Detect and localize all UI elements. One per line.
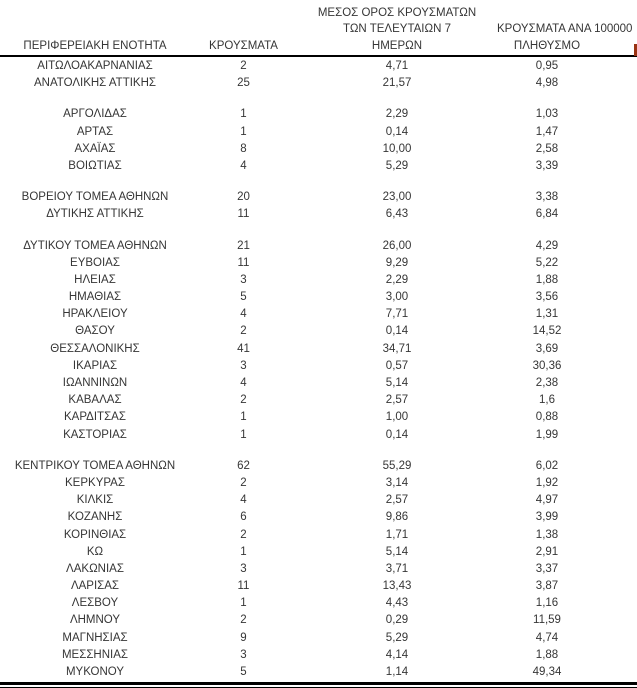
region-cell: ΔΥΤΙΚΟΥ ΤΟΜΕΑ ΑΘΗΝΩΝ — [23, 239, 167, 252]
table-row — [0, 189, 637, 206]
cases-cell: 3 — [240, 562, 247, 575]
avg7-cell: 26,00 — [382, 239, 412, 252]
per100k-cell: 3,99 — [535, 511, 559, 524]
region-cell: ΜΕΣΣΗΝΙΑΣ — [61, 648, 129, 661]
per100k-cell: 1,16 — [535, 597, 559, 610]
region-cell: ΗΛΕΙΑΣ — [74, 273, 116, 286]
region-cell: ΒΟΡΕΙΟΥ ΤΟΜΕΑ ΑΘΗΝΩΝ — [21, 191, 169, 204]
avg7-cell: 1,14 — [385, 666, 409, 678]
per100k-cell: 4,97 — [535, 494, 559, 507]
avg7-cell: 55,29 — [382, 459, 412, 472]
per100k-cell: 4,29 — [535, 239, 559, 252]
avg7-cell: 34,71 — [382, 342, 412, 355]
region-group — [0, 458, 637, 681]
avg7-cell: 3,00 — [385, 291, 409, 304]
cases-cell: 4 — [240, 159, 247, 172]
avg7-cell: 0,14 — [385, 325, 409, 338]
per100k-cell: 0,88 — [535, 411, 559, 424]
region-cell: ΛΑΡΙΣΑΣ — [70, 580, 120, 593]
per100k-cell: 3,56 — [535, 291, 559, 304]
cases-cell: 1 — [240, 108, 247, 121]
table-row — [0, 630, 637, 647]
per100k-cell: 1,88 — [535, 648, 559, 661]
cases-cell: 21 — [237, 239, 250, 252]
per100k-cell: 3,39 — [535, 159, 559, 172]
cases-cell: 25 — [237, 77, 250, 90]
table-row — [0, 509, 637, 526]
region-cell: ΚΩ — [86, 545, 104, 558]
avg7-cell: 5,14 — [385, 545, 409, 558]
table-bottom-rule — [0, 682, 637, 688]
header-per100k — [497, 21, 633, 55]
table-row — [0, 124, 637, 141]
per100k-cell: 1,38 — [535, 528, 559, 541]
region-cell: ΚΕΡΚΥΡΑΣ — [65, 476, 125, 489]
cases-cell: 1 — [240, 597, 247, 610]
avg7-cell: 5,14 — [385, 377, 409, 389]
table-row — [0, 158, 637, 175]
avg7-cell: 7,71 — [385, 308, 409, 321]
avg7-cell: 10,00 — [382, 142, 412, 155]
avg7-cell: 5,29 — [385, 159, 409, 172]
avg7-cell: 23,00 — [382, 191, 412, 204]
per100k-cell: 1,99 — [535, 428, 559, 441]
per100k-cell: 6,84 — [535, 208, 559, 221]
cases-cell: 2 — [240, 614, 247, 627]
region-cell: ΚΟΡΙΝΘΙΑΣ — [63, 528, 127, 541]
avg7-cell: 4,71 — [385, 60, 409, 72]
avg7-cell: 9,29 — [385, 256, 409, 269]
per100k-cell: 2,58 — [535, 142, 559, 155]
cases-cell: 3 — [240, 273, 247, 286]
avg7-cell: 0,57 — [385, 359, 409, 372]
avg7-cell: 9,86 — [385, 511, 409, 524]
region-cell: ΙΩΑΝΝΙΝΩΝ — [62, 377, 128, 389]
cases-cell: 11 — [237, 208, 250, 221]
cases-cell: 41 — [237, 342, 250, 355]
region-cell: ΗΜΑΘΙΑΣ — [68, 291, 122, 304]
cases-cell: 2 — [240, 476, 247, 489]
region-cell: ΚΟΖΑΝΗΣ — [67, 511, 123, 524]
table-row — [0, 58, 637, 75]
cases-cell: 2 — [240, 60, 247, 72]
region-cell: ΛΗΜΝΟΥ — [69, 614, 121, 627]
avg7-cell: 2,29 — [385, 108, 409, 121]
per100k-cell: 1,92 — [535, 476, 559, 489]
region-cell: ΑΡΤΑΣ — [76, 125, 114, 138]
per100k-cell: 1,47 — [535, 125, 559, 138]
per100k-cell: 3,69 — [535, 342, 559, 355]
table-row — [0, 475, 637, 492]
avg7-cell: 6,43 — [385, 208, 409, 221]
table-row — [0, 272, 637, 289]
region-cell: ΑΧΑΪΑΣ — [74, 142, 116, 155]
table-row — [0, 358, 637, 375]
table-row — [0, 255, 637, 272]
cases-cell: 20 — [237, 191, 250, 204]
avg7-cell: 21,57 — [382, 77, 412, 90]
region-cell: ΑΝΑΤΟΛΙΚΗΣ ΑΤΤΙΚΗΣ — [33, 77, 156, 90]
cases-cell: 5 — [240, 291, 247, 304]
table-row — [0, 392, 637, 409]
region-cell: ΜΑΓΝΗΣΙΑΣ — [62, 631, 128, 644]
table-row — [0, 578, 637, 595]
cases-cell: 2 — [240, 325, 247, 338]
per100k-cell: 49,34 — [532, 666, 562, 678]
table-row — [0, 527, 637, 544]
table-row — [0, 409, 637, 426]
cases-cell: 1 — [240, 125, 247, 138]
cases-cell: 11 — [237, 580, 250, 593]
per100k-cell: 1,03 — [535, 108, 559, 121]
avg7-cell: 13,43 — [382, 580, 412, 593]
table-row — [0, 561, 637, 578]
region-cell: ΚΑΣΤΟΡΙΑΣ — [63, 428, 127, 441]
header-per100k-line1: ΚΡΟΥΣΜΑΤΑ ΑΝΑ 100000 — [497, 23, 633, 35]
per100k-cell: 2,38 — [535, 377, 559, 389]
region-cell: ΗΡΑΚΛΕΙΟΥ — [62, 308, 128, 321]
table-row — [0, 492, 637, 509]
avg7-cell: 4,43 — [385, 597, 409, 610]
table-row — [0, 458, 637, 475]
header-avg7-line3: ΗΜΕΡΩΝ — [371, 39, 423, 52]
cases-cell: 6 — [240, 511, 247, 524]
per100k-cell: 0,95 — [535, 60, 559, 72]
per100k-cell: 3,87 — [535, 580, 559, 593]
cases-cell: 5 — [240, 666, 247, 678]
table-row — [0, 427, 637, 444]
per100k-cell: 2,91 — [535, 545, 559, 558]
header-per100k-line2: ΠΛΗΘΥΣΜΟ — [513, 39, 581, 52]
region-cell: ΑΙΤΩΛΟΑΚΑΡΝΑΝΙΑΣ — [37, 60, 153, 72]
header-cases: ΚΡΟΥΣΜΑΤΑ — [209, 39, 278, 52]
per100k-cell: 1,6 — [539, 394, 555, 407]
avg7-cell: 3,71 — [385, 562, 409, 575]
cases-cell: 3 — [240, 648, 247, 661]
region-cell: ΜΥΚΟΝΟΥ — [65, 666, 125, 678]
per100k-cell: 11,59 — [533, 614, 561, 627]
region-cell: ΕΥΒΟΙΑΣ — [70, 256, 120, 269]
cases-cell: 9 — [240, 631, 247, 644]
cases-cell: 8 — [240, 142, 247, 155]
table-row — [0, 75, 637, 92]
region-cell: ΛΕΣΒΟΥ — [71, 597, 119, 610]
region-group — [0, 106, 637, 175]
table-header-row — [0, 0, 637, 57]
cases-cell: 2 — [240, 528, 247, 541]
region-cell: ΛΑΚΩΝΙΑΣ — [66, 562, 124, 575]
table-row — [0, 595, 637, 612]
cases-cell: 4 — [240, 377, 247, 389]
per100k-cell: 14,52 — [532, 325, 562, 338]
avg7-cell: 4,14 — [385, 648, 409, 661]
per100k-cell: 6,02 — [535, 459, 559, 472]
per100k-cell: 3,38 — [535, 191, 559, 204]
avg7-cell: 0,14 — [385, 428, 409, 441]
header-clipped-column — [597, 54, 637, 55]
cases-cell: 1 — [240, 545, 247, 558]
table-body — [0, 58, 637, 688]
table-row — [0, 238, 637, 255]
table-row — [0, 106, 637, 123]
avg7-cell: 3,14 — [385, 476, 409, 489]
table-row — [0, 289, 637, 306]
table-row — [0, 664, 637, 681]
cases-cell: 2 — [240, 394, 247, 407]
table-row — [0, 612, 637, 629]
table-row — [0, 323, 637, 340]
header-avg7 — [297, 5, 497, 56]
table-row — [0, 375, 637, 392]
per100k-cell: 1,88 — [535, 273, 559, 286]
header-avg7-line1: ΜΕΣΟΣ ΟΡΟΣ ΚΡΟΥΣΜΑΤΩΝ — [317, 6, 477, 19]
per100k-cell: 1,31 — [535, 308, 559, 321]
per100k-cell: 4,98 — [535, 77, 559, 90]
avg7-cell: 1,71 — [385, 528, 409, 541]
per100k-cell: 3,37 — [535, 562, 559, 575]
header-avg7-line2: ΤΩΝ ΤΕΛΕΥΤΑΙΩΝ 7 — [343, 23, 451, 35]
cases-cell: 4 — [240, 494, 247, 507]
cases-cell: 1 — [240, 428, 247, 441]
header-region: ΠΕΡΙΦΕΡΕΙΑΚΗ ΕΝΟΤΗΤΑ — [23, 39, 167, 52]
cases-cell: 3 — [240, 359, 247, 372]
region-cell: ΚΑΒΑΛΑΣ — [68, 394, 122, 407]
avg7-cell: 1,00 — [385, 411, 409, 424]
avg7-cell: 0,29 — [385, 614, 409, 627]
table-row — [0, 141, 637, 158]
region-cell: ΘΕΣΣΑΛΟΝΙΚΗΣ — [50, 342, 140, 355]
avg7-cell: 5,29 — [385, 631, 409, 644]
table-row — [0, 647, 637, 664]
table-row — [0, 206, 637, 223]
region-cell: ΒΟΙΩΤΙΑΣ — [68, 159, 122, 172]
region-group — [0, 238, 637, 444]
region-cell: ΚΕΝΤΡΙΚΟΥ ΤΟΜΕΑ ΑΘΗΝΩΝ — [14, 459, 176, 472]
avg7-cell: 2,29 — [385, 273, 409, 286]
avg7-cell: 2,57 — [385, 394, 409, 407]
region-cell: ΚΑΡΔΙΤΣΑΣ — [64, 411, 126, 424]
avg7-cell: 0,14 — [385, 125, 409, 138]
region-cell: ΘΑΣΟΥ — [75, 325, 115, 338]
region-group — [0, 58, 637, 92]
cases-cell: 62 — [237, 459, 250, 472]
table-row — [0, 306, 637, 323]
table-row — [0, 544, 637, 561]
per100k-cell: 30,36 — [532, 359, 562, 372]
region-group — [0, 189, 637, 223]
per100k-cell: 4,74 — [535, 631, 559, 644]
region-cell: ΔΥΤΙΚΗΣ ΑΤΤΙΚΗΣ — [46, 208, 144, 221]
region-cell: ΙΚΑΡΙΑΣ — [72, 359, 118, 372]
region-cell: ΚΙΛΚΙΣ — [76, 494, 114, 507]
per100k-cell: 5,22 — [535, 256, 559, 269]
cases-cell: 4 — [240, 308, 247, 321]
table-row — [0, 341, 637, 358]
avg7-cell: 2,57 — [385, 494, 409, 507]
cases-cell: 11 — [237, 256, 250, 269]
cases-cell: 1 — [240, 411, 247, 424]
region-cell: ΑΡΓΟΛΙΔΑΣ — [63, 108, 127, 121]
